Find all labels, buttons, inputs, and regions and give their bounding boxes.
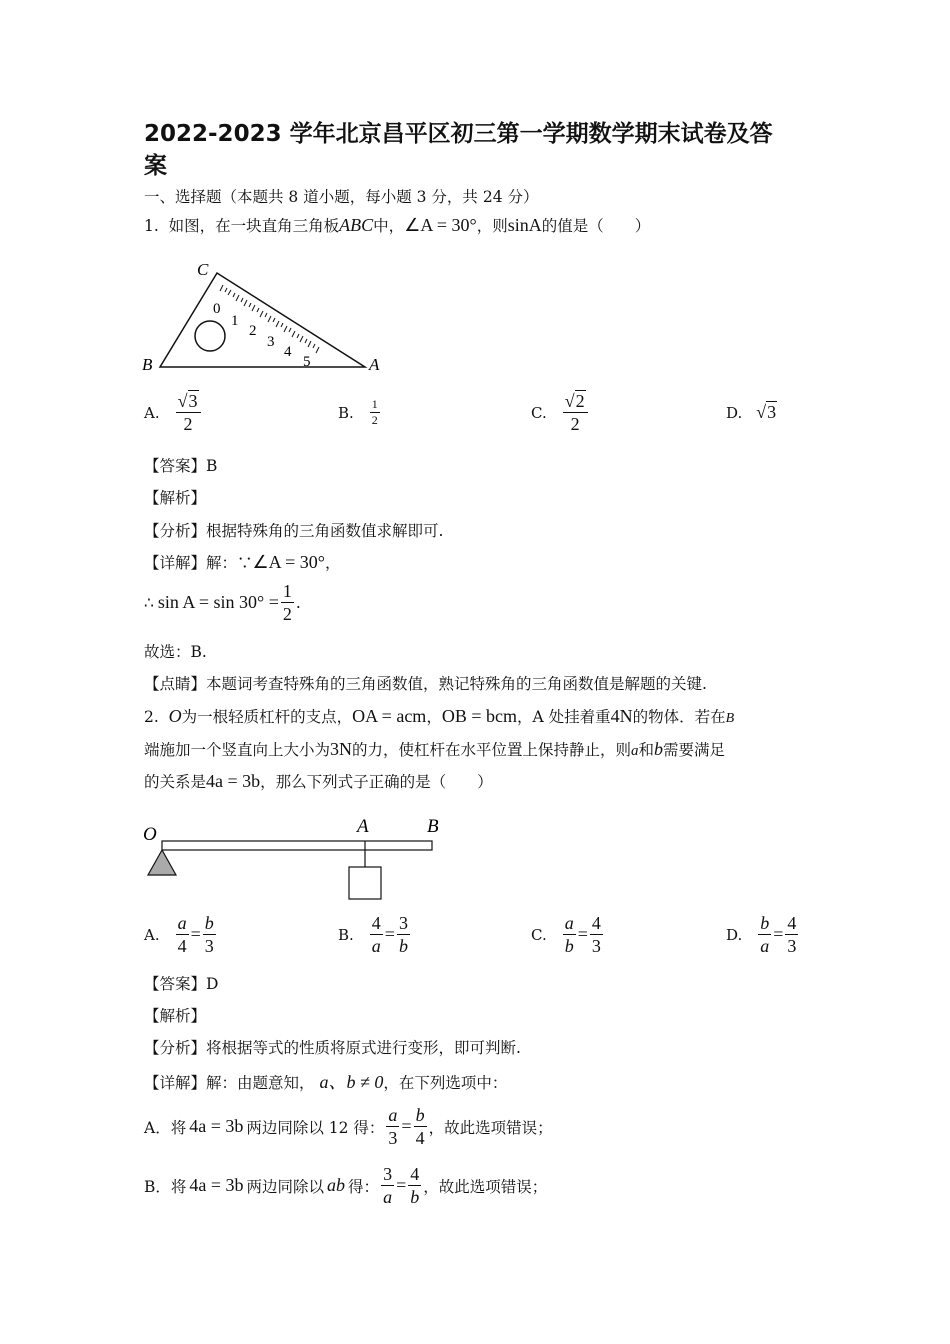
step-eq: 4a = 3b bbox=[189, 1116, 244, 1136]
vertex-b-label: B bbox=[142, 355, 153, 374]
fraction bbox=[370, 397, 380, 428]
q2-text: 端施加一个竖直向上大小为 bbox=[144, 741, 331, 759]
tick-label: 2 bbox=[249, 323, 257, 339]
oa-expr: OA = acm bbox=[352, 706, 427, 726]
numerator: 4 bbox=[787, 913, 797, 933]
q2-fenxi: 【分析】将根据等式的性质将原式进行变形，即可判断. bbox=[144, 1039, 521, 1057]
denominator: 3 bbox=[204, 936, 214, 956]
q2-text: 和 bbox=[638, 741, 655, 759]
denominator: a bbox=[383, 1187, 393, 1207]
q2-option-a[interactable] bbox=[144, 912, 218, 957]
step-text: B．将 bbox=[144, 1177, 187, 1196]
option-label: C. bbox=[531, 403, 547, 422]
q2-answer: 【答案】D bbox=[144, 975, 219, 993]
option-label: B. bbox=[338, 925, 354, 944]
q1-answer: 【答案】B bbox=[144, 457, 218, 475]
q2-text: 需要满足 bbox=[663, 741, 726, 759]
therefore-icon: ∴ bbox=[144, 593, 154, 612]
denominator: b bbox=[564, 936, 574, 956]
q2-step-a bbox=[144, 1104, 553, 1149]
tick-label: 0 bbox=[213, 301, 221, 317]
fraction bbox=[176, 390, 201, 435]
q1-choice: 故选：B. bbox=[144, 643, 207, 661]
numerator: 3 bbox=[398, 913, 408, 933]
equals-sign: = bbox=[396, 1175, 407, 1195]
option-label: D. bbox=[726, 925, 743, 944]
numerator: b bbox=[415, 1105, 425, 1125]
lever-bar bbox=[162, 841, 432, 850]
q2-lever-figure bbox=[140, 812, 450, 904]
var-b-point: B bbox=[725, 711, 735, 726]
period: . bbox=[295, 593, 301, 612]
radicand: 2 bbox=[575, 391, 585, 411]
point-a-label: A bbox=[357, 816, 369, 837]
q1-option-d[interactable] bbox=[726, 402, 777, 423]
sqrt-icon: √ bbox=[177, 391, 188, 411]
point-b-label: B bbox=[427, 816, 439, 837]
var-ab: ab bbox=[327, 1175, 346, 1195]
step-eq: 4a = 3b bbox=[189, 1175, 244, 1195]
fraction bbox=[281, 580, 294, 625]
page-title bbox=[144, 118, 773, 150]
numerator: a bbox=[388, 1105, 398, 1125]
ruler-hole bbox=[195, 321, 225, 351]
q1-pre: 如图，在一块直角三角板 bbox=[168, 217, 340, 235]
q1-fenxi: 【分析】根据特殊角的三角函数值求解即可. bbox=[144, 522, 444, 540]
fraction bbox=[414, 1104, 427, 1149]
denominator: 3 bbox=[388, 1128, 398, 1148]
q2-xiangjie bbox=[144, 1068, 507, 1094]
var-o: O bbox=[168, 706, 182, 726]
numerator: 4 bbox=[410, 1164, 420, 1184]
q1-abc: ABC bbox=[339, 215, 374, 235]
tick-label: 1 bbox=[231, 313, 239, 329]
numerator: 4 bbox=[371, 913, 381, 933]
q1-xiangjie-pre: 【详解】解：∵ bbox=[144, 554, 253, 572]
equals-sign: = bbox=[401, 1116, 412, 1136]
sqrt-icon: √ bbox=[756, 402, 767, 422]
fraction bbox=[203, 912, 216, 957]
q2-text: 的物体．若在 bbox=[632, 708, 726, 726]
q1-xiangjie-post: ， bbox=[325, 554, 341, 572]
fraction bbox=[176, 912, 189, 957]
fraction bbox=[381, 1163, 394, 1208]
numerator: a bbox=[177, 913, 187, 933]
triangle-outline bbox=[160, 273, 365, 367]
equals-sign: = bbox=[773, 924, 784, 944]
q1-option-b[interactable] bbox=[338, 397, 382, 428]
q1-sin: sinA bbox=[507, 215, 542, 235]
point-o-label: O bbox=[143, 824, 157, 845]
radicand: 3 bbox=[767, 402, 777, 422]
q1-number: 1. bbox=[144, 217, 159, 235]
denominator: b bbox=[398, 936, 408, 956]
q2-text: ，那么下列式子正确的是（ ） bbox=[260, 773, 493, 791]
fraction bbox=[397, 912, 410, 957]
denominator: 3 bbox=[787, 936, 797, 956]
denominator: 4 bbox=[177, 936, 187, 956]
page-title-cont bbox=[144, 150, 167, 182]
q2-number: 2. bbox=[144, 708, 159, 726]
vertex-a-label: A bbox=[369, 355, 380, 374]
fulcrum-icon bbox=[148, 850, 176, 875]
q2-text: ，A 处挂着重 bbox=[516, 708, 611, 726]
q1-derivation bbox=[144, 580, 301, 625]
option-label: A. bbox=[144, 925, 160, 944]
tick-label: 3 bbox=[267, 334, 275, 350]
var-b: b bbox=[654, 739, 664, 759]
q1-mid: 中， bbox=[373, 217, 405, 235]
fraction bbox=[370, 912, 383, 957]
fraction bbox=[563, 912, 576, 957]
fraction bbox=[785, 912, 798, 957]
q2-xiangjie-pre: 【详解】解：由题意知， bbox=[144, 1074, 315, 1092]
vertex-c-label: C bbox=[197, 260, 209, 279]
q2-option-b[interactable] bbox=[338, 912, 412, 957]
denominator: 2 bbox=[570, 414, 580, 434]
step-text: 两边同除以 12 得： bbox=[246, 1118, 385, 1137]
force-3n: 3N bbox=[330, 739, 353, 759]
denominator: 4 bbox=[415, 1128, 425, 1148]
option-label: B. bbox=[338, 403, 354, 422]
option-label: C. bbox=[531, 925, 547, 944]
q2-xiangjie-math: a、b ≠ 0 bbox=[319, 1072, 384, 1092]
q1-triangle-figure bbox=[140, 255, 390, 375]
option-label: A. bbox=[144, 403, 160, 422]
fraction bbox=[386, 1104, 399, 1149]
q2-stem-line2 bbox=[144, 738, 725, 760]
q1-option-c[interactable] bbox=[531, 390, 590, 435]
title-line-2: 案 bbox=[144, 153, 167, 179]
numerator: 1 bbox=[282, 581, 292, 601]
q1-angle: ∠A = 30° bbox=[404, 215, 477, 235]
q1-post: 的值是（ ） bbox=[541, 217, 651, 235]
q2-text: 的力，使杠杆在水平位置上保持静止，则 bbox=[352, 741, 632, 759]
numerator: 4 bbox=[591, 913, 601, 933]
tick-label: 4 bbox=[284, 344, 292, 360]
sqrt-icon: √ bbox=[564, 391, 575, 411]
denominator: 2 bbox=[371, 413, 378, 427]
q2-stem-line1 bbox=[144, 705, 734, 727]
step-text: 两边同除以 bbox=[246, 1177, 325, 1196]
equals-sign: = bbox=[577, 924, 588, 944]
q2-text: 为一根轻质杠杆的支点， bbox=[181, 708, 353, 726]
q2-jiexi: 【解析】 bbox=[144, 1007, 207, 1025]
numerator: a bbox=[564, 913, 574, 933]
denominator: 2 bbox=[183, 414, 193, 434]
section-heading: 一、选择题（本题共 8 道小题，每小题 3 分，共 24 分） bbox=[144, 188, 539, 206]
q2-step-b bbox=[144, 1163, 547, 1208]
step-text: ，故此选项错误； bbox=[428, 1118, 553, 1137]
q2-text: ， bbox=[426, 708, 442, 726]
q1-xiangjie bbox=[144, 551, 341, 573]
q2-xiangjie-post: ，在下列选项中： bbox=[383, 1074, 508, 1092]
fraction bbox=[758, 912, 771, 957]
step-text: A．将 bbox=[144, 1118, 187, 1137]
denominator: 2 bbox=[282, 604, 292, 624]
q2-stem-line3 bbox=[144, 770, 493, 792]
q1-then: ，则 bbox=[476, 217, 508, 235]
denominator: 3 bbox=[591, 936, 601, 956]
denominator: a bbox=[760, 936, 770, 956]
q1-stem bbox=[144, 214, 650, 236]
weight-4n: 4N bbox=[610, 706, 633, 726]
weight-box bbox=[349, 867, 381, 899]
denominator: b bbox=[410, 1187, 420, 1207]
ob-expr: OB = bcm bbox=[441, 706, 517, 726]
numerator: 3 bbox=[383, 1164, 393, 1184]
q1-option-a[interactable] bbox=[144, 390, 203, 435]
fraction bbox=[563, 390, 588, 435]
q1-jiexi: 【解析】 bbox=[144, 489, 207, 507]
q2-option-d[interactable] bbox=[726, 912, 800, 957]
option-label: D. bbox=[726, 403, 743, 422]
numerator: 1 bbox=[371, 397, 378, 411]
radicand: 3 bbox=[188, 391, 198, 411]
relation-eq: 4a = 3b bbox=[206, 771, 261, 791]
q1-dianjing: 【点睛】本题词考查特殊角的三角函数值，熟记特殊角的三角函数值是解题的关键. bbox=[144, 675, 707, 693]
tick-label: 5 bbox=[303, 354, 311, 370]
step-text: ，故此选项错误； bbox=[423, 1177, 548, 1196]
q2-option-c[interactable] bbox=[531, 912, 605, 957]
step-text: 得： bbox=[348, 1177, 380, 1196]
numerator: b bbox=[204, 913, 214, 933]
equals-sign: = bbox=[190, 924, 201, 944]
numerator: b bbox=[760, 913, 770, 933]
fraction bbox=[590, 912, 603, 957]
fraction bbox=[408, 1163, 421, 1208]
sin-expression: sin A = sin 30° = bbox=[157, 592, 279, 612]
q2-text: 的关系是 bbox=[144, 773, 207, 791]
equals-sign: = bbox=[384, 924, 395, 944]
var-a: a bbox=[631, 743, 639, 759]
denominator: a bbox=[371, 936, 381, 956]
q1-xiangjie-math: ∠A = 30° bbox=[252, 552, 326, 572]
title-line-1: 2022-2023 学年北京昌平区初三第一学期数学期末试卷及答 bbox=[144, 121, 773, 147]
